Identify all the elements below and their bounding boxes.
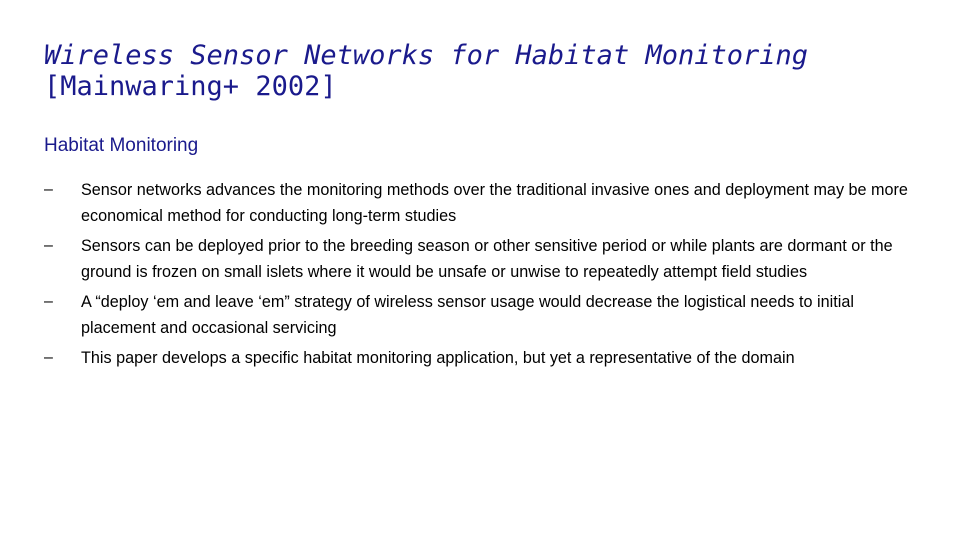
bullet-dash: – xyxy=(44,293,53,310)
slide-title xyxy=(44,40,924,102)
slide-title-line-2: [Mainwaring+ 2002] xyxy=(44,71,337,102)
section-subheading: Habitat Monitoring xyxy=(44,135,199,156)
bullet-text: This paper develops a specific habitat monitoring application, but yet a representative of the domain xyxy=(81,349,795,367)
bullet-text: Sensor networks advances the monitoring methods over the traditional invasive ones and deployment may be more economical method for conducting long-term studies xyxy=(81,181,908,225)
bullet-dash: – xyxy=(44,181,53,198)
bullet-dash: – xyxy=(44,349,53,366)
bullet-dash: – xyxy=(44,237,53,254)
bullet-text: A “deploy ‘em and leave ‘em” strategy of wireless sensor usage would decrease the logistical needs to initial placement and occasional servicing xyxy=(81,293,854,337)
bullet-item xyxy=(44,345,920,371)
bullet-list xyxy=(44,177,920,375)
bullet-item xyxy=(44,233,920,285)
bullet-text: Sensors can be deployed prior to the breeding season or other sensitive period or while plants are dormant or the ground is frozen on small islets where it would be unsafe or unwise to repeatedly attempt field studies xyxy=(81,237,893,281)
bullet-item xyxy=(44,177,920,229)
bullet-item xyxy=(44,289,920,341)
slide-title-line-1: Wireless Sensor Networks for Habitat Monitoring xyxy=(44,40,809,71)
